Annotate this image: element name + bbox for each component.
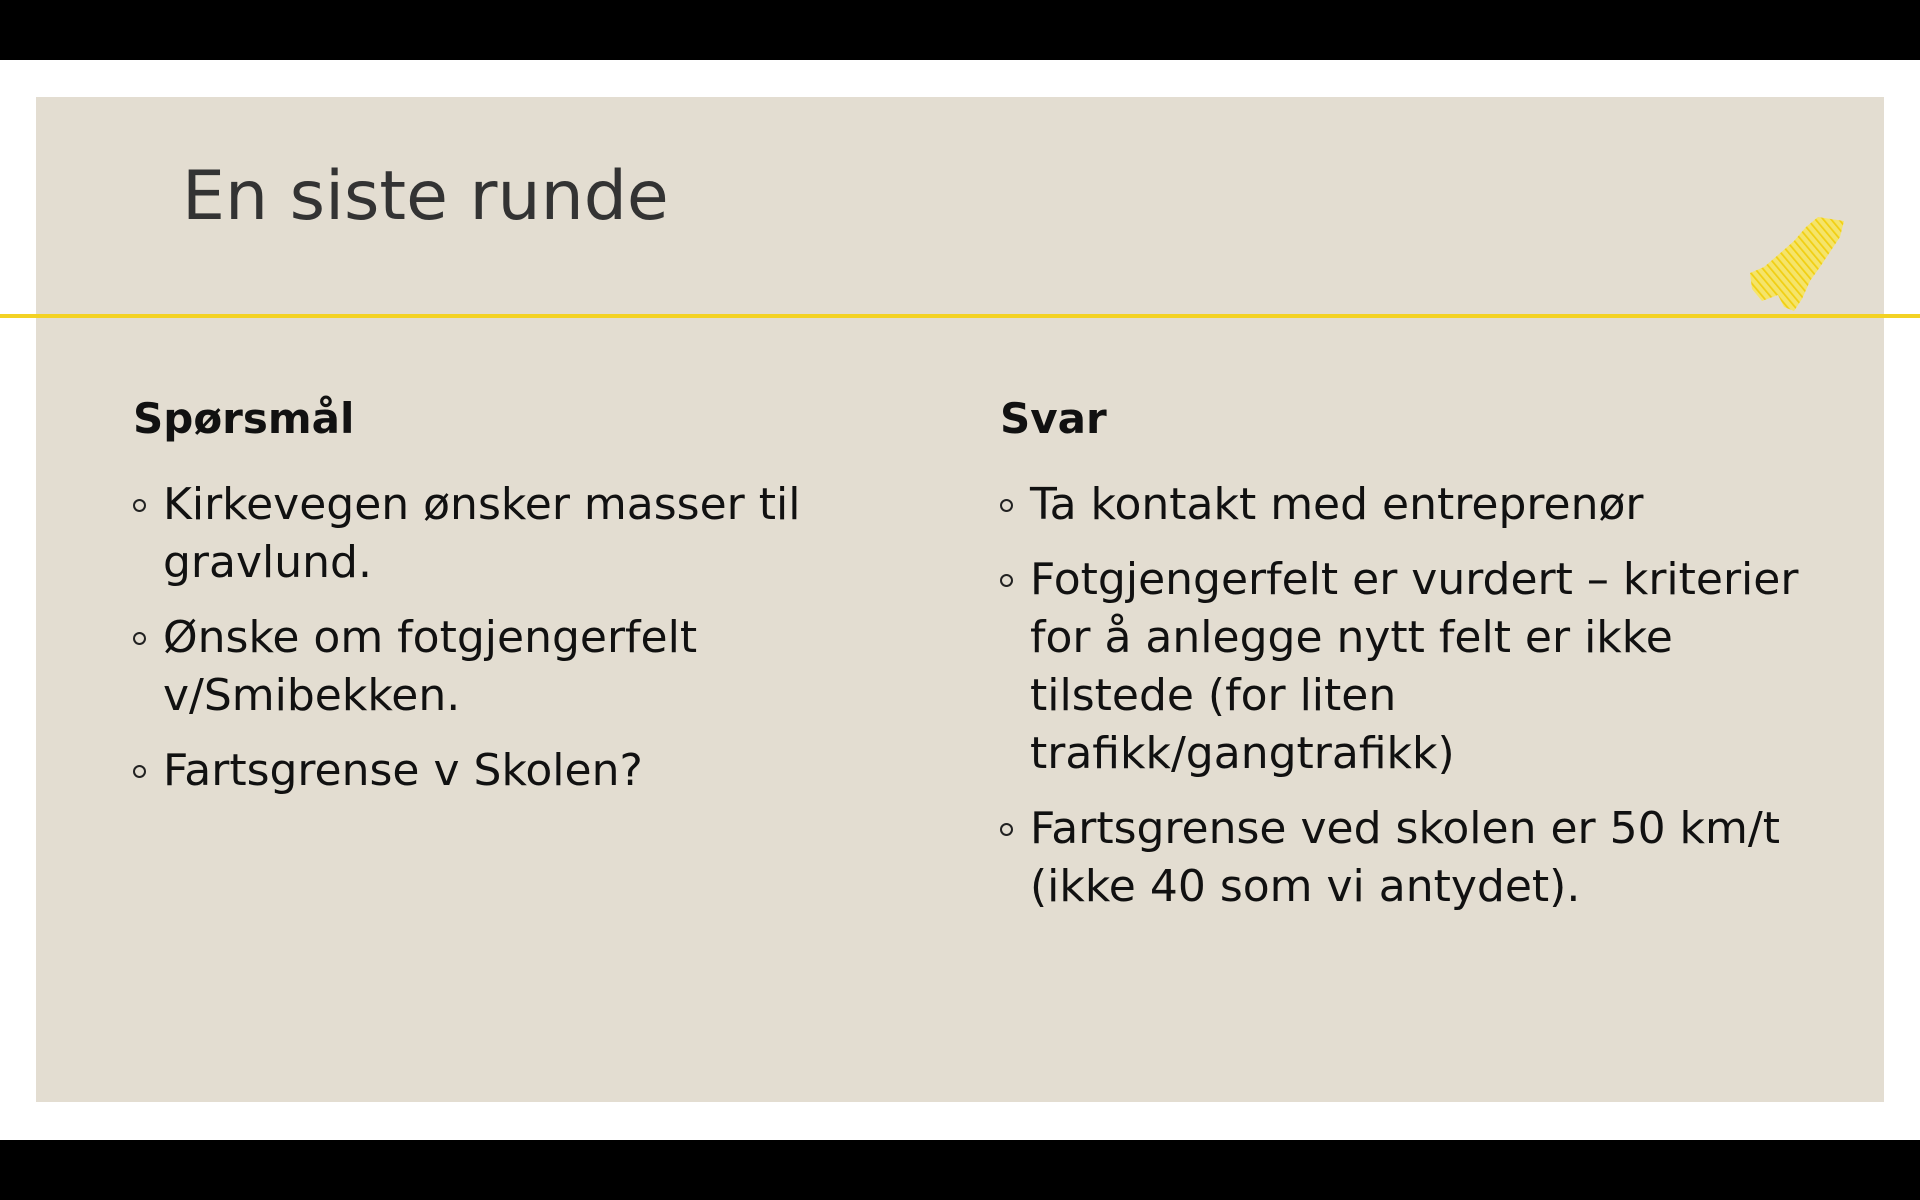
letterbox-top [0, 0, 1920, 60]
list-item [1000, 800, 1800, 916]
answer-text: Fotgjengerfelt er vurdert – kriterier for å anlegge nytt felt er ikke tilstede (for liten trafikk/gangtrafikk) [1030, 554, 1799, 779]
questions-column [133, 390, 893, 817]
yellow-hatched-star-logo-icon [1748, 215, 1848, 319]
answers-heading: Svar [1000, 394, 1107, 443]
slide-title: En siste runde [182, 157, 669, 236]
questions-list [133, 476, 893, 800]
bullet-circle-icon [1000, 823, 1013, 836]
bullet-circle-icon [133, 499, 146, 512]
bullet-circle-icon [1000, 499, 1013, 512]
question-text: Kirkevegen ønsker masser til gravlund. [163, 479, 801, 588]
answers-list [1000, 476, 1800, 916]
answer-text: Fartsgrense ved skolen er 50 km/t (ikke 40 som vi antydet). [1030, 803, 1780, 912]
list-item [133, 476, 893, 592]
bullet-circle-icon [133, 632, 146, 645]
answers-column [1000, 390, 1800, 933]
list-item [1000, 551, 1800, 783]
question-text: Ønske om fotgjengerfelt v/Smibekken. [163, 612, 698, 721]
list-item [1000, 476, 1800, 534]
letterbox-bottom [0, 1140, 1920, 1200]
list-item [133, 609, 893, 725]
title-divider-line [0, 314, 1920, 318]
bullet-circle-icon [1000, 574, 1013, 587]
list-item [133, 742, 893, 800]
answer-text: Ta kontakt med entreprenør [1030, 479, 1644, 530]
question-text: Fartsgrense v Skolen? [163, 745, 643, 796]
questions-heading: Spørsmål [133, 394, 355, 443]
bullet-circle-icon [133, 765, 146, 778]
